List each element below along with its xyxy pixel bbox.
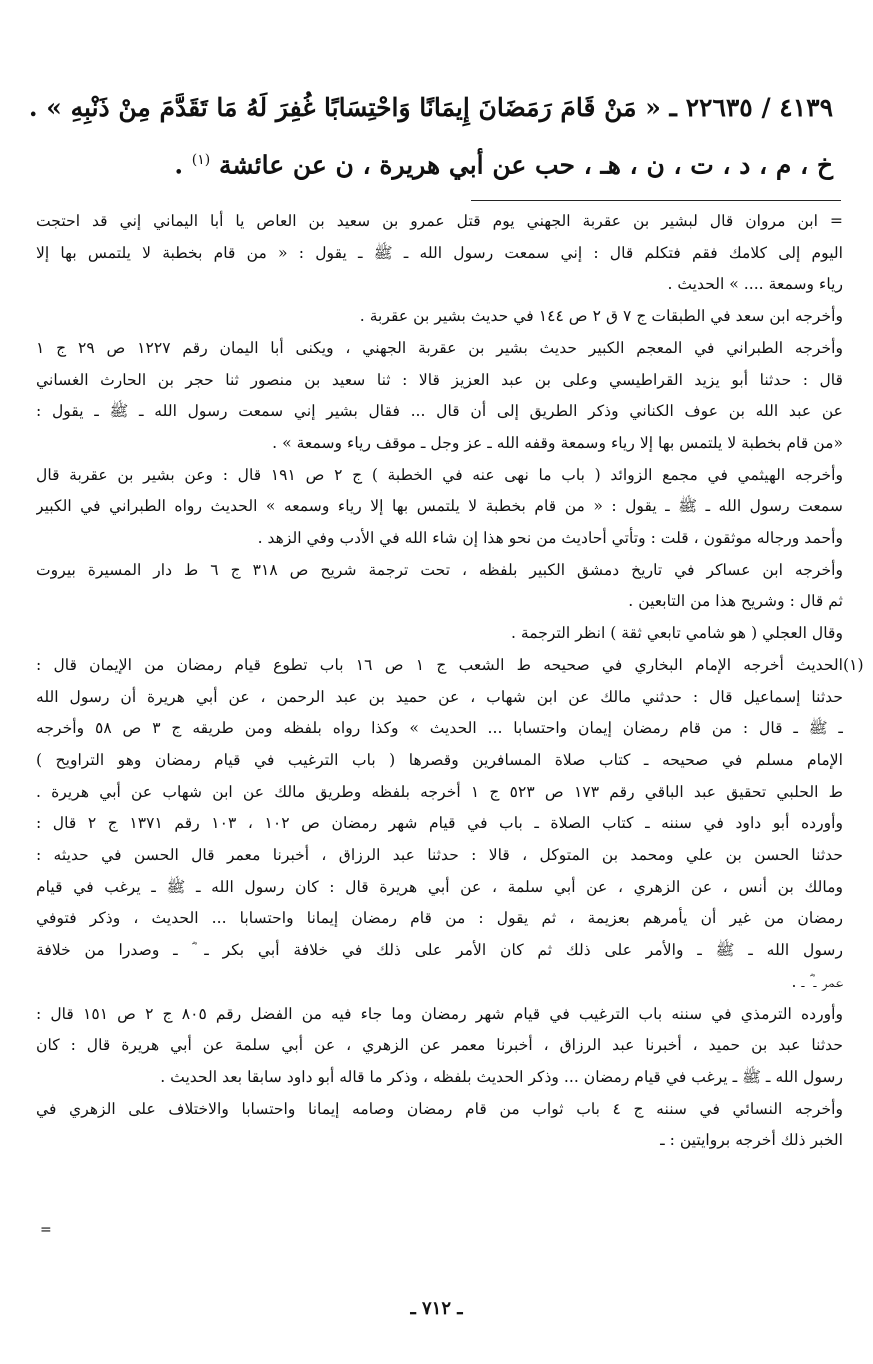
- hadith-text: [28, 82, 833, 191]
- footnote-line: حدثنا الحسن بن علي ومحمد بن المتوكل ، قالا : حدثنا عبد الرزاق ، أخبرنا معمر قال الحسن في حديثه :: [36, 846, 843, 865]
- footnote-line: وأورده أبو داود في سننه ـ كتاب الصلاة ـ باب في قيام شهر رمضان ص ١٠٢ ، ١٠٣ رقم ١٣٧١ ج ٢ قال :: [36, 814, 843, 833]
- page-number: ـ ٧١٢ ـ: [410, 1298, 463, 1319]
- note-line: وأخرجه الطبراني في المعجم الكبير حديث بشير بن عقربة الجهني ، ويكنى أبا اليمان رقم ١٢٢٧ ص ٢٩ ج ١: [36, 338, 843, 357]
- footnote-line: وأورده الترمذي في سننه باب الترغيب في قيام شهر رمضان وما جاء فيه من الفضل رقم ٨٠٥ ج ٢ ص ١٥١ قال :: [36, 1004, 843, 1023]
- footnote-line: ومالك بن أنس ، عن الزهري ، عن أبي سلمة ، عن أبي هريرة قال : كان رسول الله ـ ﷺ ـ يرغب في قيام: [36, 877, 843, 896]
- footnote-line: ـ ﷺ ـ قال : من قام رمضان إيمان واحتسابا ... الحديث » وكذا رواه بلفظه ومن طريقه ج ٣ ص ٥٨ وأخرجه: [36, 719, 843, 738]
- note-line: سمعت رسول الله ـ ﷺ ـ يقول : « من قام بخطبة لا يلتمس بها إلا رياء وسمعه » الحديث رواه الطبراني في الكبير: [36, 497, 843, 516]
- continued-mark: =: [40, 1222, 52, 1238]
- note-line: رياء وسمعة .... » الحديث .: [667, 275, 843, 294]
- footnote-text: الحديث أخرجه الإمام البخاري في صحيحه ط الشعب ج ١ ص ١٦ باب تطوع قيام رمضان من الإيمان قال :: [36, 655, 843, 674]
- footnote-line: الخبر ذلك أخرجه بروايتين : ـ: [660, 1131, 843, 1150]
- note-line: «من قام بخطبة لا يلتمس بها إلا رياء وسمعة وقفه الله ـ عز وجل ـ موقف رياء وسمعة » .: [272, 433, 843, 452]
- footnote-reference: (١): [191, 152, 211, 168]
- note-line: وأخرجه الهيثمي في مجمع الزوائد ( باب ما نهى عنه في الخطبة ) ج ٢ ص ١٩١ قال : وعن بشير بن عقربة قال: [36, 465, 843, 484]
- note-line: وأحمد ورجاله موثقون ، قلت : وتأتي أحاديث من نحو هذا إن شاء الله في الأدب وفي الزهد .: [257, 529, 843, 548]
- hadith-sources: خ ، م ، د ، ت ، ن ، هـ ، حب عن أبي هريرة ، ن عن عائشة: [218, 150, 833, 180]
- footnote-line: رسول الله ـ ﷺ ـ والأمر على ذلك ثم كان الأمر على ذلك في خلافة أبي بكر ـ ؓ ـ وصدرا من خلافة: [36, 941, 843, 960]
- note-line: اليوم إلى كلامك فقم فتكلم قال : إني سمعت رسول الله ـ ﷺ ـ يقول : « من قام بخطبة لا يلتمس بها إلا: [36, 243, 843, 262]
- footnote-line: عمر ـ ؓ ـ .: [791, 972, 843, 991]
- footnote-line: رسول الله ـ ﷺ ـ يرغب في قيام رمضان ... وذكر الحديث بلفظه ، وذكر ما قاله أبو داود سابقا بعد الحديث .: [160, 1067, 843, 1086]
- note-line: وأخرجه ابن عساكر في تاريخ دمشق الكبير بلفظه ، تحت ترجمة شريح ص ٣١٨ ج ٦ ط دار المسيرة بيروت: [36, 560, 843, 579]
- hadith-line-1: ٤١٣٩ / ٢٢٦٣٥ ـ « مَنْ قَامَ رَمَضَانَ إِيمَانًا وَاحْتِسَابًا غُفِرَ لَهُ مَا تَقَدَّمَ مِنْ ذَنْبِهِ » .: [28, 93, 833, 122]
- hadith-line-end: .: [174, 150, 184, 180]
- hadith-line-2: [60, 134, 833, 191]
- footnote-line: رمضان من غير أن يأمرهم بعزيمة ، ثم يقول : من قام رمضان إيمانا واحتسابا ... الحديث ، وذكر فتوفي: [36, 909, 843, 928]
- note-line: وقال العجلي ( هو شامي تابعي ثقة ) انظر الترجمة .: [510, 624, 843, 643]
- footnote-1-first-line: [36, 650, 873, 682]
- note-line: ثم قال : وشريح هذا من التابعين .: [628, 592, 843, 611]
- note-line: قال : حدثنا أبو يزيد القراطيسي وعلى بن عبد العزيز قالا : ثنا سعيد بن منصور ثنا حجر بن الحارث الغساني: [36, 370, 843, 389]
- footnote-line: حدثنا عبد بن حميد ، أخبرنا عبد الرزاق ، أخبرنا معمر عن الزهري ، عن أبي سلمة عن أبي هريرة قال : كان: [36, 1036, 843, 1055]
- note-line: = ابن مروان قال لبشير بن عقربة الجهني يوم قتل عمرو بن سعيد بن العاص يا أبا اليماني إني قد احتجت: [36, 212, 843, 230]
- footnote-line: حدثنا إسماعيل قال : حدثني مالك عن ابن شهاب ، عن حميد بن عبد الرحمن ، عن أبي هريرة أن رسول الله: [36, 687, 843, 706]
- footnotes-section: [36, 206, 864, 1157]
- footnote-mark: (١): [843, 655, 864, 674]
- footnote-line: وأخرجه النسائي في سننه ج ٤ باب ثواب من قام رمضان وصامه إيمانا واحتسابا والاختلاف على الزهري في: [36, 1099, 843, 1118]
- footnote-separator-rule: [471, 200, 841, 201]
- footnote-line: الإمام مسلم في صحيحه ـ كتاب صلاة المسافرين وقصرها ( باب الترغيب في قيام رمضان وهو التراويح ): [36, 750, 843, 769]
- note-line: وأخرجه ابن سعد في الطبقات ج ٧ ق ٢ ص ١٤٤ في حديث بشير بن عقربة .: [359, 307, 843, 326]
- footnote-line: ط الحلبي تحقيق عبد الباقي رقم ١٧٣ ص ٥٢٣ ج ١ أخرجه بلفظه وطريق مالك عن ابن شهاب عن أبي هريرة .: [36, 782, 843, 801]
- note-line: عن عبد الله بن عوف الكناني وذكر الطريق إلى أن قال ... فقال بشير إني سمعت رسول الله ـ ﷺ ـ يقول :: [36, 402, 843, 421]
